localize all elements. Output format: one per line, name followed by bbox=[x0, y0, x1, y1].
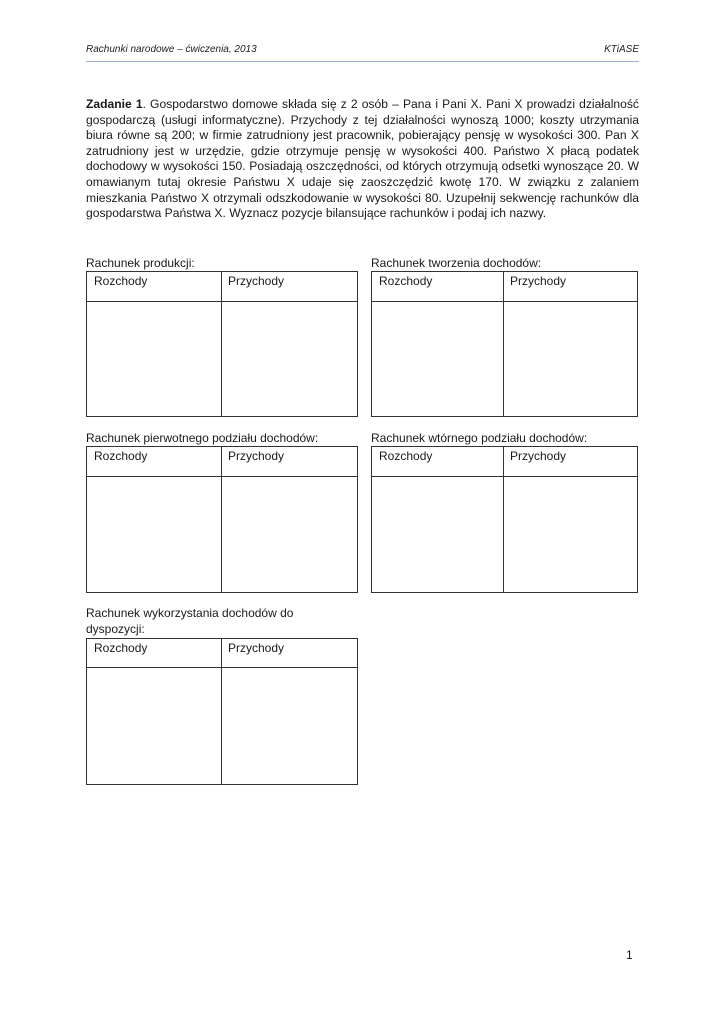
column-header-expenses: Rozchody bbox=[94, 274, 148, 288]
task-label: Zadanie 1 bbox=[86, 97, 143, 111]
header-department: KTiASE bbox=[604, 44, 639, 55]
account-use-of-income-title-line2: dyspozycji: bbox=[86, 621, 145, 636]
column-header-revenues: Przychody bbox=[228, 449, 285, 463]
account-production-title: Rachunek produkcji: bbox=[86, 256, 195, 270]
column-header-expenses: Rozchody bbox=[379, 274, 433, 288]
account-use-of-income-table bbox=[86, 638, 358, 785]
table-header-divider bbox=[87, 301, 357, 302]
column-header-revenues: Przychody bbox=[510, 449, 567, 463]
account-income-generation-title: Rachunek tworzenia dochodów: bbox=[371, 256, 542, 270]
table-header-divider bbox=[87, 476, 357, 477]
task-text: . Gospodarstwo domowe składa się z 2 osób – Pana i Pani X. Pani X prowadzi działalność gospodarczą (usługi informatyczne). Przychody z tej działalności wynoszą 1000; koszty utrzymania biura równe są 200; w firmie zatrudniony jest pracownik, pobierający pensję w wysokości 300. Pan X zatrudniony jest w urzędzie, gdzie otrzymuje pensję w wysokości 400. Państwo X płacą podatek dochodowy w wysokości 150. Posiadają oszczędności, od których otrzymują odsetki wynoszące 20. W omawianym tutaj okresie Państwu X udaje się zaoszczędzić kwotę 170. W związku z zalaniem mieszkania Państwo X otrzymali odszkodowanie w wysokości 80. Uzupełnij sekwencję rachunków dla gospodarstwa Państwa X. Wyznacz pozycje bilansujące rachunków i podaj ich nazwy. bbox=[86, 97, 639, 221]
account-secondary-distribution-table bbox=[371, 446, 638, 593]
account-secondary-distribution-title: Rachunek wtórnego podziału dochodów: bbox=[371, 431, 588, 445]
table-column-divider bbox=[503, 447, 504, 592]
account-use-of-income-title-line1: Rachunek wykorzystania dochodów do bbox=[86, 606, 294, 620]
account-production-table bbox=[86, 271, 358, 417]
column-header-revenues: Przychody bbox=[228, 274, 285, 288]
header-divider bbox=[86, 61, 639, 62]
table-header-divider bbox=[87, 667, 357, 668]
table-header-divider bbox=[372, 301, 637, 302]
column-header-expenses: Rozchody bbox=[94, 641, 148, 655]
task-paragraph bbox=[86, 97, 639, 222]
account-primary-distribution-table bbox=[86, 446, 358, 593]
table-column-divider bbox=[221, 639, 222, 784]
table-column-divider bbox=[221, 447, 222, 592]
page-number: 1 bbox=[626, 948, 633, 962]
table-column-divider bbox=[503, 272, 504, 416]
account-income-generation-table bbox=[371, 271, 638, 417]
table-header-divider bbox=[372, 476, 637, 477]
column-header-expenses: Rozchody bbox=[94, 449, 148, 463]
column-header-expenses: Rozchody bbox=[379, 449, 433, 463]
account-use-of-income-title bbox=[86, 606, 293, 637]
header-course-title: Rachunki narodowe – ćwiczenia, 2013 bbox=[86, 44, 257, 55]
account-primary-distribution-title: Rachunek pierwotnego podziału dochodów: bbox=[86, 431, 319, 445]
column-header-revenues: Przychody bbox=[228, 641, 285, 655]
page-header bbox=[86, 44, 639, 60]
column-header-revenues: Przychody bbox=[510, 274, 567, 288]
table-column-divider bbox=[221, 272, 222, 416]
